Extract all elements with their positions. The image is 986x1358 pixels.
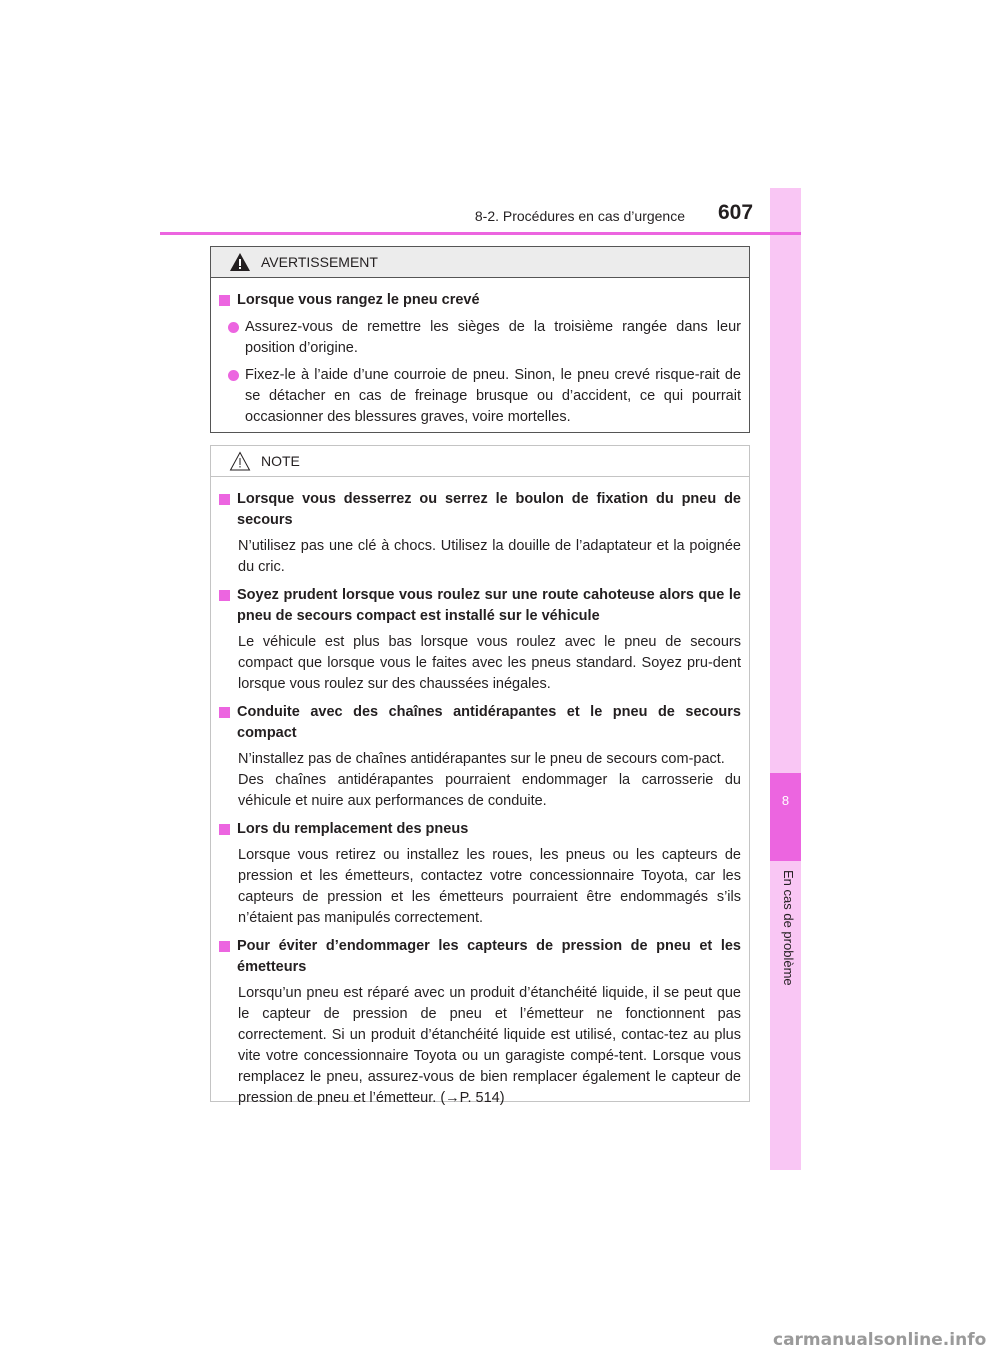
square-bullet-icon <box>219 295 230 306</box>
note-box <box>210 445 750 1106</box>
chapter-title: En cas de problème <box>781 870 796 986</box>
caution-triangle-outline-icon <box>229 451 251 471</box>
warning-bullet: Fixez-le à l’aide d’une courroie de pneu. Sinon, le pneu crevé risque-rait de se détacher en cas de freinage brusque ou d’accident, ce qui pourrait occasionner des blessures graves, voire mortelles. <box>228 365 741 428</box>
note-subhead: Pour éviter d’endommager les capteurs de pression de pneu et les émetteurs <box>219 936 741 978</box>
warning-header <box>211 247 749 278</box>
note-paragraph: Le véhicule est plus bas lorsque vous roulez avec le pneu de secours compact que lorsque vous le faites avec les pneus standard. Soyez pru-dent lorsque vous roulez sur des chaussées inégales. <box>238 634 741 692</box>
square-bullet-icon <box>219 941 230 952</box>
warning-bullet: Assurez-vous de remettre les sièges de la troisième rangée dans leur position d’origine. <box>228 317 741 359</box>
note-subhead: Conduite avec des chaînes antidérapantes et le pneu de secours compact <box>219 702 741 744</box>
watermark-logo: carmanualsonline.info <box>773 1330 986 1350</box>
warning-box <box>210 246 750 433</box>
note-subhead: Soyez prudent lorsque vous roulez sur une route cahoteuse alors que le pneu de secours compact est installé sur le véhicule <box>219 585 741 627</box>
square-bullet-icon <box>219 590 230 601</box>
note-subhead: Lors du remplacement des pneus <box>219 819 741 840</box>
square-bullet-icon <box>219 494 230 505</box>
note-subhead: Lorsque vous desserrez ou serrez le boulon de fixation du pneu de secours <box>219 489 741 531</box>
warning-triangle-icon <box>229 252 251 272</box>
circle-bullet-icon <box>228 322 239 333</box>
note-paragraph: Des chaînes antidérapantes pourraient endommager la carrosserie du véhicule et nuire aux performances de conduite. <box>238 772 741 809</box>
warning-title: AVERTISSEMENT <box>261 254 378 270</box>
square-bullet-icon <box>219 707 230 718</box>
circle-bullet-icon <box>228 370 239 381</box>
chapter-side-tab <box>770 188 801 1170</box>
section-title: 8-2. Procédures en cas d’urgence <box>474 208 685 224</box>
note-title: NOTE <box>261 453 300 469</box>
note-paragraph: N’installez pas de chaînes antidérapantes sur le pneu de secours com-pact. <box>238 751 725 767</box>
page-number: 607 <box>718 201 754 224</box>
chapter-number-tab <box>770 773 801 861</box>
header-rule <box>160 232 801 235</box>
note-paragraph: Lorsque vous retirez ou installez les roues, les pneus ou les capteurs de pression et les émetteurs, contactez votre concessionnaire Toyota, car les capteurs de pression et les émetteurs pourraient être endommagés s’ils n’étaient pas manipulés correctement. <box>238 847 741 926</box>
warning-subhead: Lorsque vous rangez le pneu crevé <box>219 290 741 311</box>
note-header <box>211 446 749 477</box>
chapter-number: 8 <box>781 793 790 808</box>
square-bullet-icon <box>219 824 230 835</box>
note-paragraph: Lorsqu’un pneu est réparé avec un produit d’étanchéité liquide, il se peut que le capteur de pression de pneu et l’émetteur ne fonctionnent pas correctement. Si un produit d’étanchéité liquide est utilisé, contac-tez au plus vite votre concessionnaire Toyota ou un garagiste compé-tent. Lorsque vous remplacez le pneu, assurez-vous de bien remplacer également le capteur de pression de pneu et l’émetteur. (→P. 514) <box>238 985 741 1106</box>
note-paragraph: N’utilisez pas une clé à chocs. Utilisez la douille de l’adaptateur et la poignée du cric. <box>238 538 741 575</box>
